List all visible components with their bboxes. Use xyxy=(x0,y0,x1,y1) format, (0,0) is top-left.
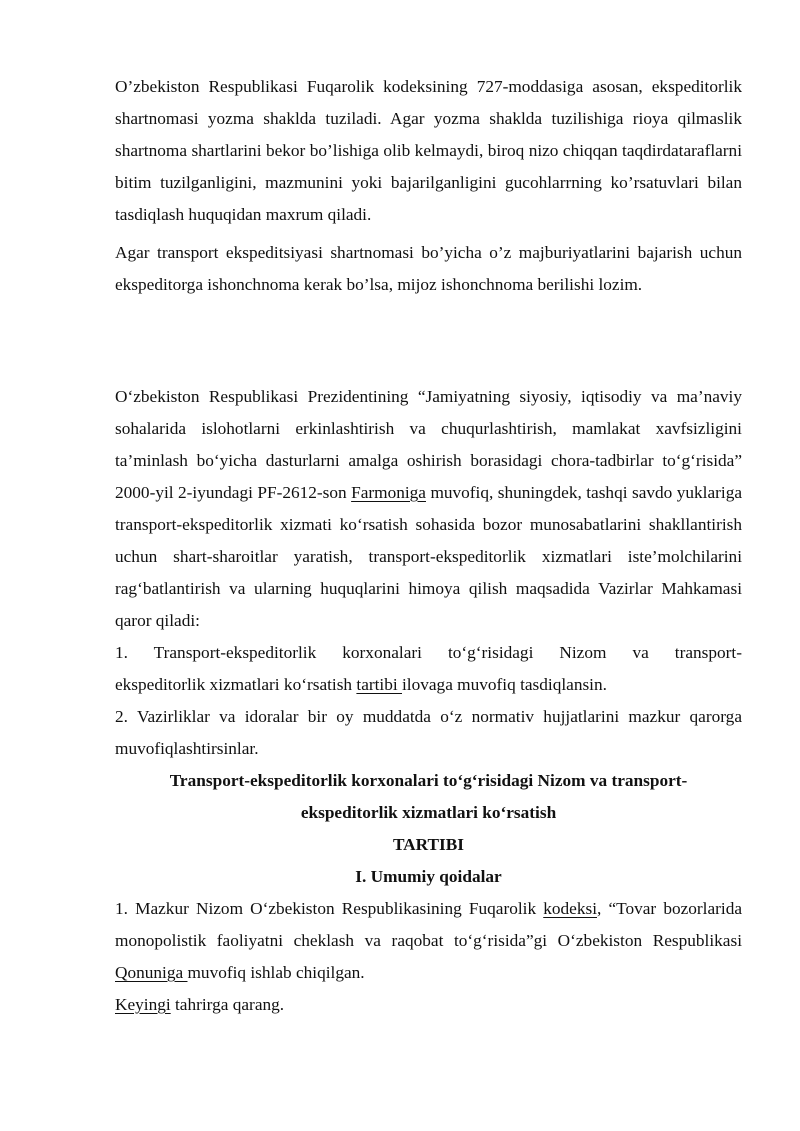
preamble-text-start: O‘zbekiston Respublikasi Prezidentining “Jamiyatning siyosiy, iqtisodiy va ma’naviy sohalarida islohotlarni erkinlashtirish va chuqurlashtirish, mamlakat xavfsizligini ta’minlash bo‘yicha dasturlarni amalga oshirish borasidagi chora-tadbirlar to‘g‘risida” 2000-yil 2-iyundagi PF-2612-son xyxy=(115,387,742,502)
item-1-text-end: ilovaga muvofiq tasdiqlansin. xyxy=(402,675,607,694)
qonuniga-link[interactable]: Qonuniga xyxy=(115,963,188,982)
rule-1-text-start: 1. Mazkur Nizom O‘zbekiston Respublikasining Fuqarolik xyxy=(115,899,544,918)
document-title-line-2: ekspeditorlik xizmatlari ko‘rsatish xyxy=(300,803,557,822)
tartibi-link[interactable]: tartibi xyxy=(356,675,402,694)
kodeksi-link[interactable]: kodeksi xyxy=(543,899,597,918)
item-1-line-2 xyxy=(115,669,742,701)
intro-section xyxy=(115,71,742,301)
section-heading: I. Umumiy qoidalar xyxy=(355,867,502,886)
preamble-text-end: muvofiq, shuningdek, tashqi savdo yuklariga transport-ekspeditorlik xizmati ko‘rsatish sohasida bozor munosabatlarini shakllantirish uchun shart-sharoitlar yaratish, transport-ekspeditorlik xizmatlari iste’molchilarini rag‘batlantirish va ularning huquqlarini himoya qilish maqsadida Vazirlar Mahkamasi qaror qiladi: xyxy=(115,483,742,630)
rule-1-text-middle: , “Tovar bozorlarida monopolistik faoliyatni cheklash va raqobat to‘g‘risida”gi O‘zbekiston Respublikasi xyxy=(115,899,743,950)
paragraph-contract-form: O’zbekiston Respublikasi Fuqarolik kodeksining 727-moddasiga asosan, ekspeditorlik shartnomasi yozma shaklda tuziladi. Agar yozma shaklda tuzilishiga rioya qilmaslik shartnoma shartlarini bekor bo’lishiga olib kelmaydi, biroq nizo chiqqan taqdirdataraflarni bitim tuzilganligini, mazmunini yoki bajarilganligini gucohlarrning ko’rsatuvlari bilan tasdiqlash huquqidan maxrum qiladi. xyxy=(115,77,742,224)
paragraph-resolution-preamble xyxy=(115,381,742,637)
rule-1-text-end: muvofiq ishlab chiqilgan. xyxy=(187,963,365,982)
item-2: 2. Vazirliklar va idoralar bir oy muddatda o‘z normativ hujjatlarini mazkur qarorga muvofiqlashtirsinlar. xyxy=(115,707,742,758)
item-1-line-1: 1. Transport-ekspeditorlik korxonalari to‘g‘risidagi Nizom va transport- xyxy=(115,643,742,662)
document-title-tartibi: TARTIBI xyxy=(392,835,465,854)
keyingi-link[interactable]: Keyingi xyxy=(115,995,171,1014)
rule-1-paragraph xyxy=(115,893,742,989)
resolution-section xyxy=(115,381,742,1021)
item-1-text-start: ekspeditorlik xizmatlari ko‘rsatish xyxy=(115,675,357,694)
next-edition-text: tahrirga qarang. xyxy=(170,995,285,1014)
paragraph-power-of-attorney: Agar transport ekspeditsiyasi shartnomasi bo’yicha o’z majburiyatlarini bajarish uchun ekspeditorga ishonchnoma kerak bo’lsa, mijoz ishonchnoma berilishi lozim. xyxy=(115,243,742,294)
farmoniga-link[interactable]: Farmoniga xyxy=(351,483,426,502)
document-title-line-1: Transport-ekspeditorlik korxonalari to‘g‘risidagi Nizom va transport- xyxy=(169,771,688,790)
next-edition-note xyxy=(115,989,742,1021)
